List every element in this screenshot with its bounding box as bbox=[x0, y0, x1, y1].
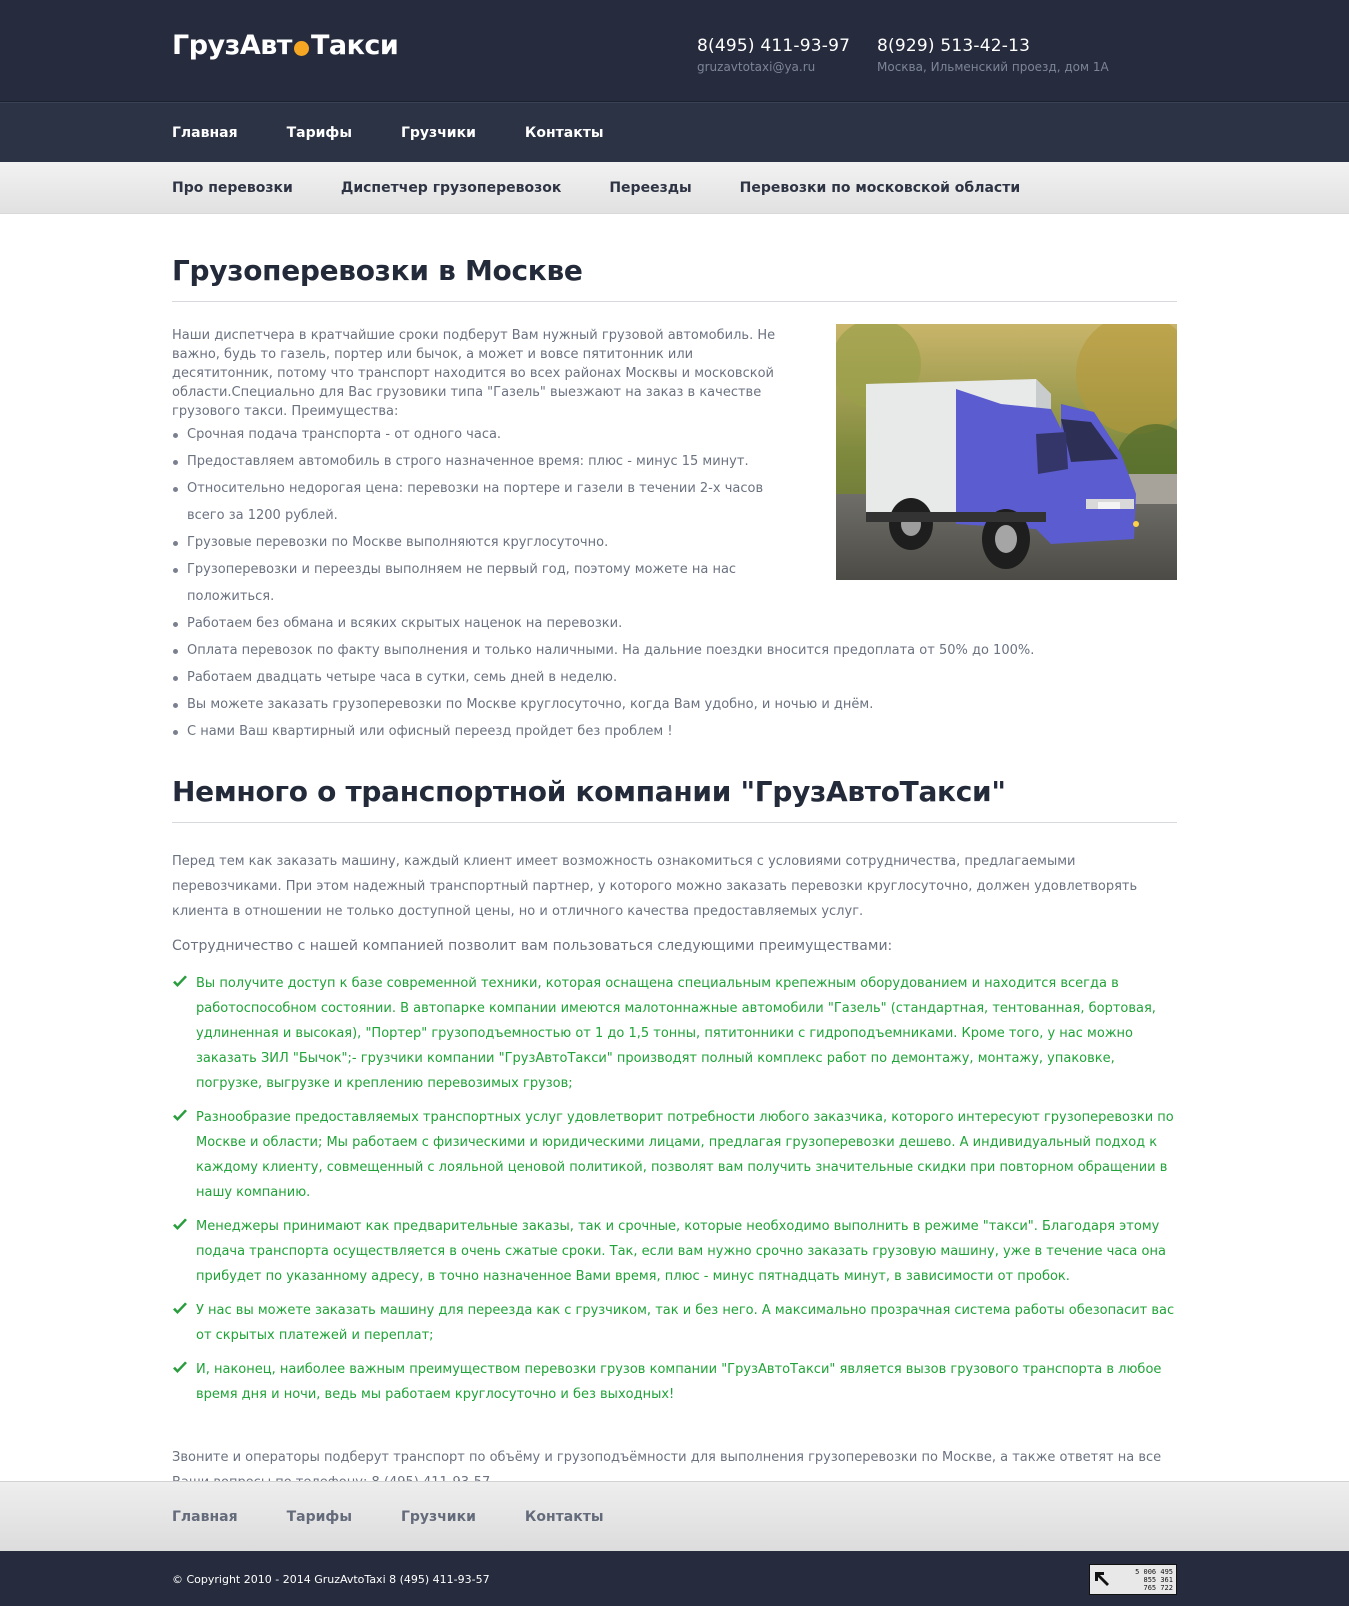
benefit-text: У нас вы можете заказать машину для переезда как с грузчиком, так и без него. А максимально прозрачная система работы обезопасит вас от скрытых платежей и переплат; bbox=[196, 1303, 1175, 1343]
contact-address: Москва, Ильменский проезд, дом 1А bbox=[877, 60, 1109, 74]
check-icon bbox=[172, 1109, 188, 1123]
benefit-text: Менеджеры принимают как предварительные заказы, так и срочные, которые необходимо выполнить в режиме "такси". Благодаря этому подача транспорта осуществляется в очень сжатые сроки. Так, если вам нужно срочно заказать грузовую машину, уже в течение часа она прибудет по указанному адресу, в точно назначенное Вами время, плюс - минус пятнадцать минут, в зависимости от пробок. bbox=[196, 1219, 1166, 1284]
benefit-item bbox=[172, 1214, 1177, 1289]
benefits-list bbox=[172, 971, 1177, 1407]
list-item: Оплата перевозок по факту выполнения и только наличными. На дальние поездки вносится предоплата от 50% до 100%. bbox=[172, 637, 1177, 664]
counter-hits: 855 361 bbox=[1143, 1575, 1173, 1584]
sub-nav-item-dispatcher[interactable]: Диспетчер грузоперевозок bbox=[340, 180, 562, 196]
benefit-item bbox=[172, 971, 1177, 1096]
footer-nav-item-contacts[interactable]: Контакты bbox=[524, 1509, 604, 1525]
list-item: Грузоперевозки и переезды выполняем не первый год, поэтому можете на нас положиться. bbox=[172, 556, 787, 610]
benefit-item bbox=[172, 1357, 1177, 1407]
main-nav bbox=[0, 102, 1349, 162]
footer-nav-item-home[interactable]: Главная bbox=[172, 1509, 238, 1525]
list-item: Работаем без обмана и всяких скрытых наценок на перевозки. bbox=[172, 610, 787, 637]
intro-text: Наши диспетчера в кратчайшие сроки подберут Вам нужный грузовой автомобиль. Не важно, будь то газель, портер или бычок, а может и вовсе пятитонник или десятитонник, потому что транспорт находится во всех районах Москвы и московской области.Специально для Вас грузовики типа "Газель" выезжают на заказ в качестве грузового такси. Преимущества: bbox=[172, 328, 776, 419]
benefit-item bbox=[172, 1298, 1177, 1348]
visit-counter[interactable] bbox=[1089, 1564, 1177, 1595]
logo-text-left: ГрузАвт bbox=[172, 30, 292, 61]
contact-email[interactable]: gruzavtotaxi@ya.ru bbox=[697, 60, 816, 74]
list-item: Предоставляем автомобиль в строго назначенное время: плюс - минус 15 минут. bbox=[172, 448, 787, 475]
counter-values bbox=[1114, 1568, 1176, 1592]
logo-text-right: Такси bbox=[310, 30, 399, 61]
copyright-text: © Copyright 2010 - 2014 GruzAvtoTaxi 8 (495) 411-93-57 bbox=[172, 1573, 490, 1586]
sub-nav bbox=[0, 162, 1349, 214]
page-title: Грузоперевозки в Москве bbox=[172, 214, 1177, 302]
main-nav-item-loaders[interactable]: Грузчики bbox=[400, 125, 476, 141]
about-section bbox=[172, 775, 1177, 1495]
benefit-text: Разнообразие предоставляемых транспортных услуг удовлетворит потребности любого заказчика, которого интересуют грузоперевозки по Москве и области; Мы работаем с физическими и юридическими лицами, предлагая грузоперевозки дешево. А индивидуальный подход к каждому клиенту, совмещенный с лояльной ценовой политикой, позволят вам получить значительные скидки при повторном обращении в нашу компанию. bbox=[196, 1110, 1174, 1200]
list-item: Грузовые перевозки по Москве выполняются круглосуточно. bbox=[172, 529, 787, 556]
benefits-lead: Сотрудничество с нашей компанией позволит вам пользоваться следующими преимуществами: bbox=[172, 938, 893, 954]
footer-nav-item-loaders[interactable]: Грузчики bbox=[400, 1509, 476, 1525]
benefit-item bbox=[172, 1105, 1177, 1205]
closing-text: Звоните и операторы подберут транспорт по объёму и грузоподъёмности для выполнения грузоперевозки по Москве, а также ответят на все bbox=[172, 1450, 1162, 1465]
footer-nav bbox=[0, 1481, 1349, 1551]
counter-hosts: 765 722 bbox=[1143, 1583, 1173, 1592]
check-icon bbox=[172, 1218, 188, 1232]
list-item: Вы можете заказать грузоперевозки по Москве круглосуточно, когда Вам удобно, и ночью и днём. bbox=[172, 691, 1177, 718]
list-item: Работаем двадцать четыре часа в сутки, семь дней в неделю. bbox=[172, 664, 1177, 691]
main-content bbox=[0, 214, 1349, 1495]
top-header bbox=[0, 0, 1349, 102]
check-icon bbox=[172, 975, 188, 989]
footer-nav-item-tariffs[interactable]: Тарифы bbox=[286, 1509, 352, 1525]
list-item: С нами Ваш квартирный или офисный переезд пройдет без проблем ! bbox=[172, 718, 1177, 745]
logo-dot-icon bbox=[294, 41, 309, 56]
contact-phone-2[interactable]: 8(929) 513-42-13 bbox=[877, 36, 1031, 56]
list-item: Относительно недорогая цена: перевозки на портере и газели в течении 2-х часов всего за 1200 рублей. bbox=[172, 475, 787, 529]
page-footer bbox=[0, 1551, 1349, 1606]
main-nav-item-contacts[interactable]: Контакты bbox=[524, 125, 604, 141]
site-logo[interactable] bbox=[172, 30, 398, 61]
sub-nav-item-region[interactable]: Перевозки по московской области bbox=[739, 180, 1021, 196]
contact-phone-1[interactable]: 8(495) 411-93-97 bbox=[697, 36, 851, 56]
about-paragraph: Перед тем как заказать машину, каждый клиент имеет возможность ознакомиться с условиями сотрудничества, предлагаемыми перевозчиками. При этом надежный транспортный партнер, у которого можно заказать перевозки круглосуточно, должен удовлетворять клиента в отношении не только доступной цены, но и отличного качества предоставляемых услуг. bbox=[172, 854, 1138, 919]
arrow-icon bbox=[1090, 1565, 1114, 1594]
contact-block-2 bbox=[877, 36, 1109, 74]
list-item: Срочная подача транспорта - от одного часа. bbox=[172, 421, 787, 448]
truck-photo bbox=[836, 324, 1177, 580]
benefit-text: Вы получите доступ к базе современной техники, которая оснащена специальным крепежным оборудованием и находится всегда в работоспособном состоянии. В автопарке компании имеются малотоннажные автомобили "Газель" (стандартная, тентованная, бортовая, удлиненная и высокая), "Портер" грузоподъемностью от 1 до 1,5 тонны, пятитонники с гидроподъемниками. Кроме того, у нас можно заказать ЗИЛ "Бычок";- грузчики компании "ГрузАвтоТакси" производят полный комплекс работ по демонтажу, монтажу, упаковке, погрузке, выгрузке и креплению перевозимых грузов; bbox=[196, 976, 1156, 1091]
section-title: Немного о транспортной компании "ГрузАвтоТакси" bbox=[172, 775, 1177, 823]
counter-total: 5 006 495 bbox=[1135, 1567, 1173, 1576]
benefit-text: И, наконец, наиболее важным преимуществом перевозки грузов компании "ГрузАвтоТакси" является вызов грузового транспорта в любое время дня и ночи, ведь мы работаем круглосуточно и без выходных! bbox=[196, 1362, 1162, 1402]
sub-nav-item-about[interactable]: Про перевозки bbox=[172, 180, 293, 196]
check-icon bbox=[172, 1302, 188, 1316]
check-icon bbox=[172, 1361, 188, 1375]
intro-block bbox=[172, 324, 1177, 745]
main-nav-item-tariffs[interactable]: Тарифы bbox=[286, 125, 352, 141]
sub-nav-item-moving[interactable]: Переезды bbox=[609, 180, 692, 196]
main-nav-item-home[interactable]: Главная bbox=[172, 125, 238, 141]
contact-block-1 bbox=[697, 36, 850, 74]
